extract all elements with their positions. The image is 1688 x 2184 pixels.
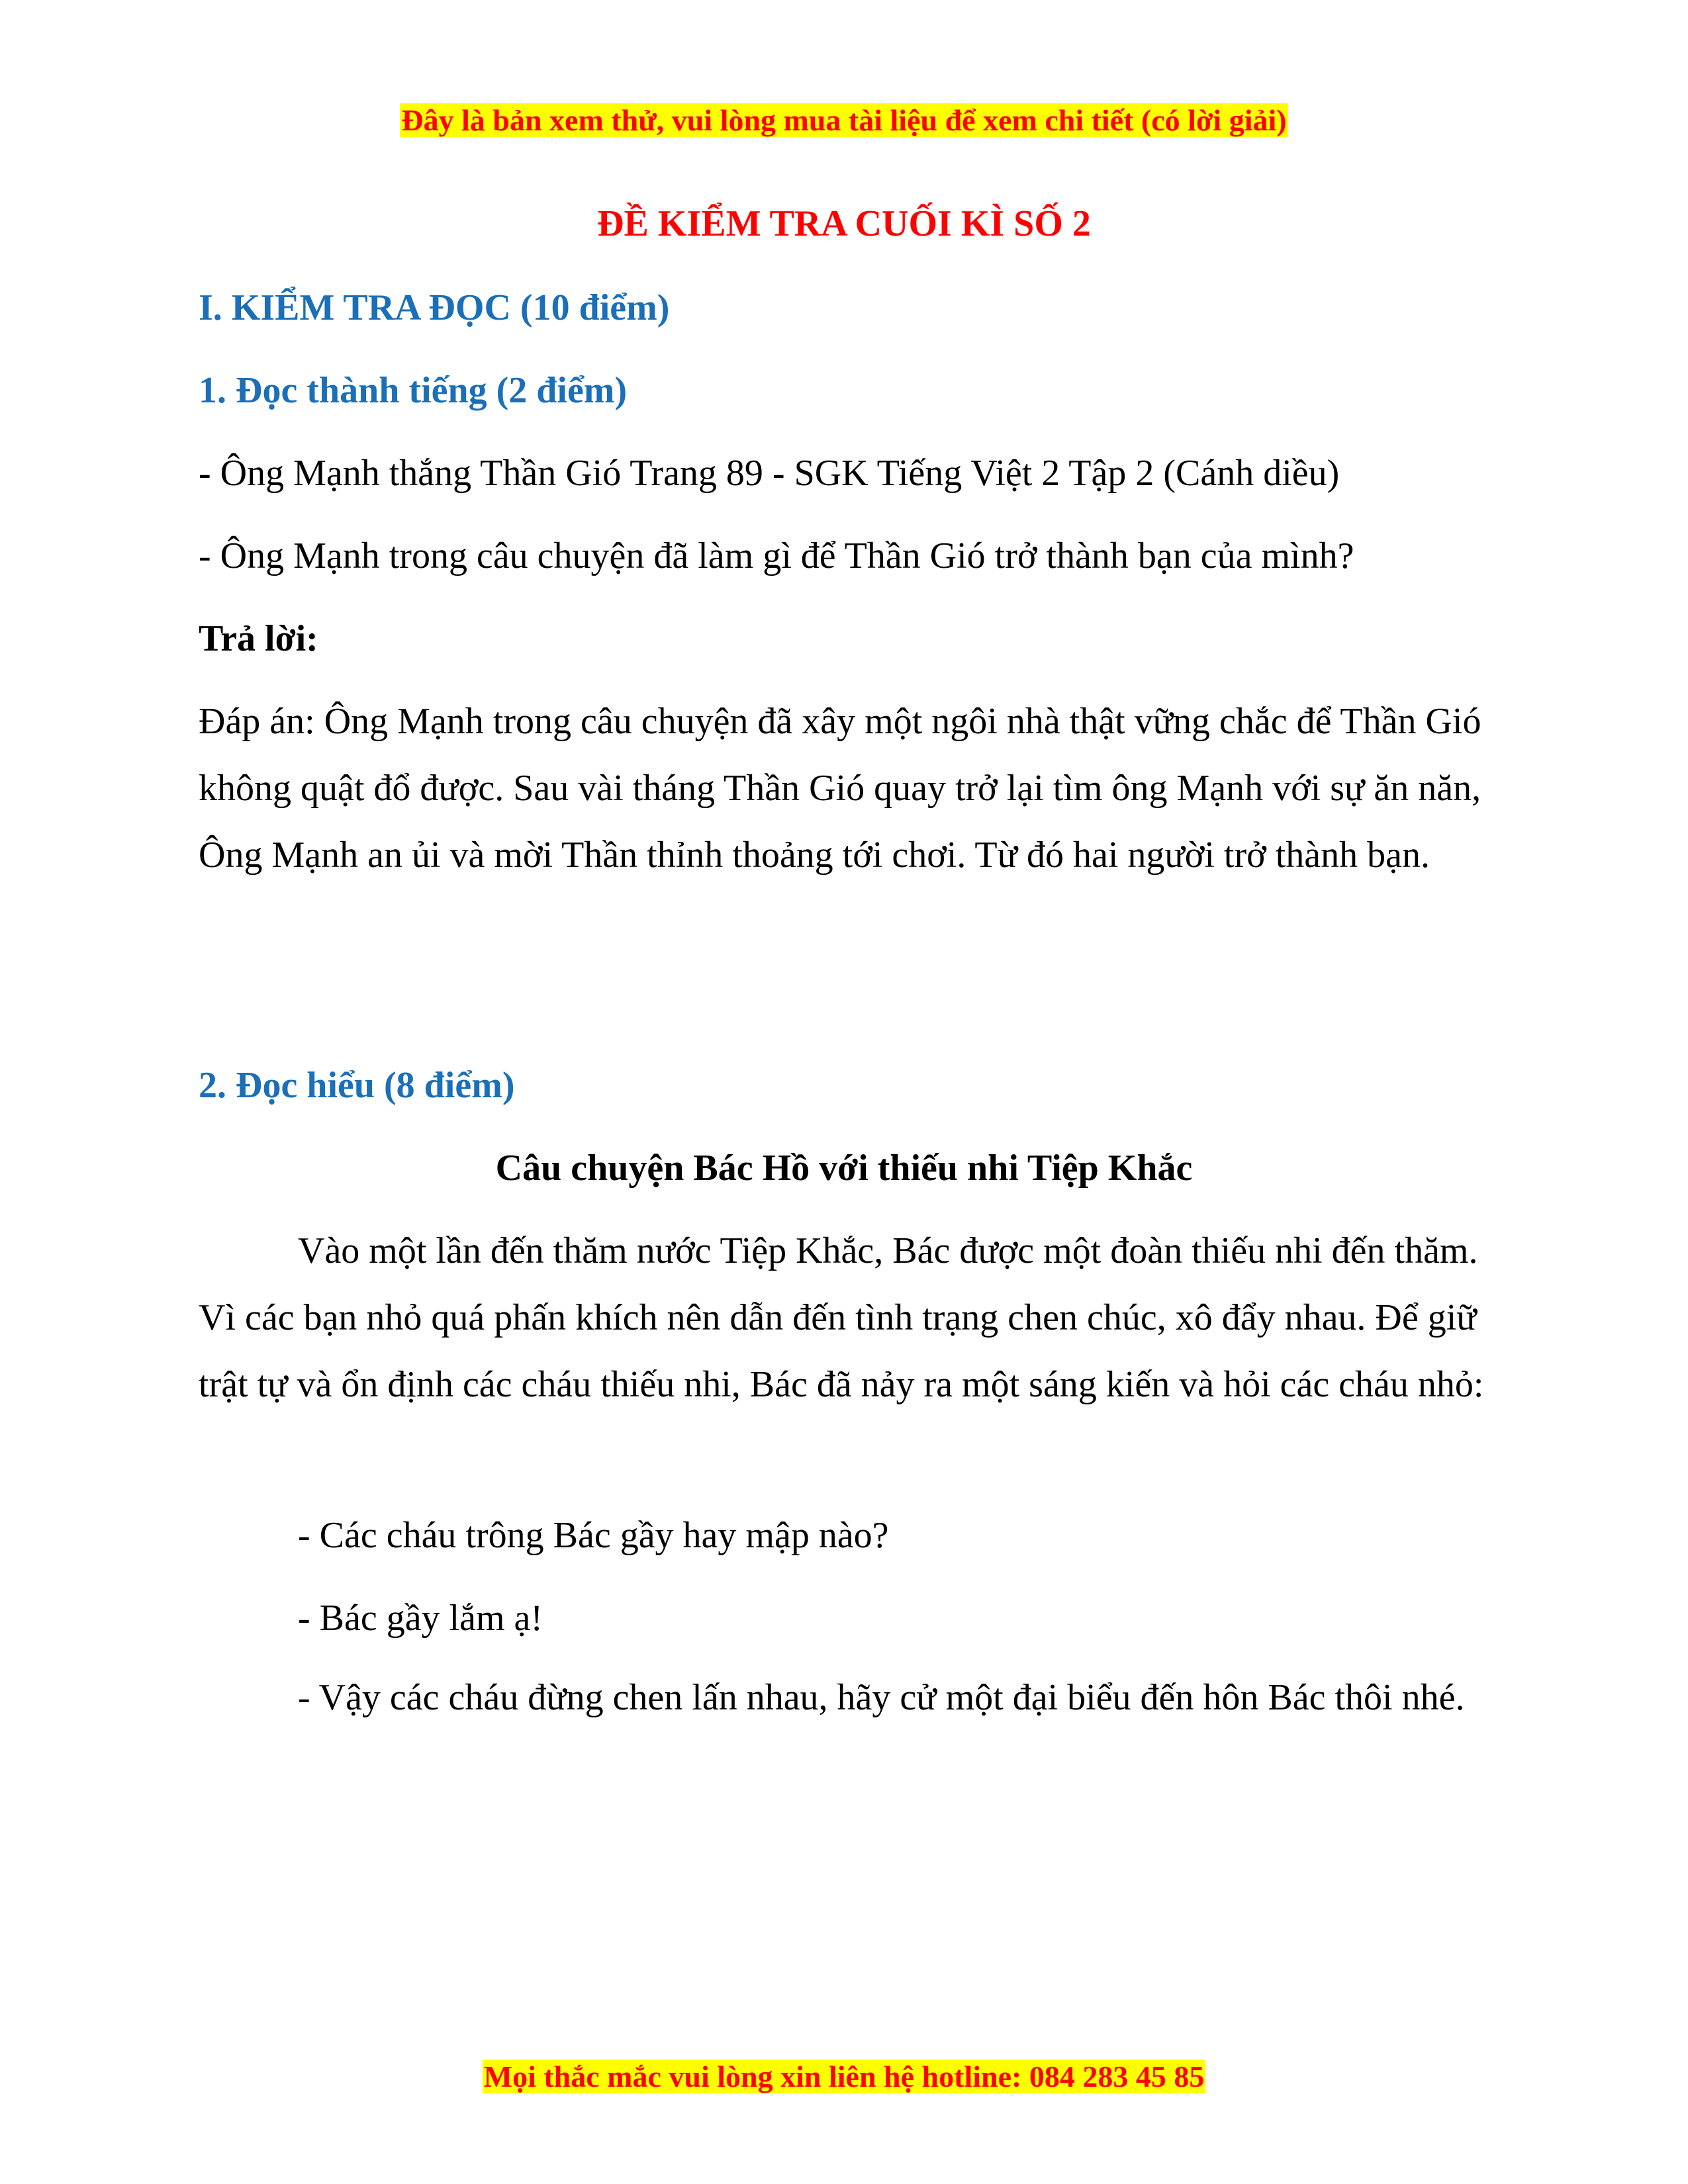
story-title: Câu chuyện Bác Hồ với thiếu nhi Tiệp Khắc xyxy=(495,1148,1193,1189)
hotline-notice xyxy=(0,2058,1688,2095)
dialog-line-3: - Vậy các cháu đừng chen lấn nhau, hãy cử một đại biểu đến hôn Bác thôi nhé. xyxy=(298,1677,1465,1718)
answer-text: Đáp án: Ông Mạnh trong câu chuyện đã xây một ngôi nhà thật vững chắc để Thần Gió không quật đổ được. Sau vài tháng Thần Gió quay trở lại tìm ông Mạnh với sự ăn năn, Ông Mạnh an ủi và mời Thần thỉnh thoảng tới chơi. Từ đó hai người trở thành bạn. xyxy=(199,701,1481,876)
part1-heading: 1. Đọc thành tiếng (2 điểm) xyxy=(199,370,628,411)
dialog-line-2: - Bác gầy lắm ạ! xyxy=(298,1598,543,1639)
exam-title: ĐỀ KIỂM TRA CUỐI KÌ SỐ 2 xyxy=(597,203,1091,244)
part1-line-1: - Ông Mạnh thắng Thần Gió Trang 89 - SGK Tiếng Việt 2 Tập 2 (Cánh diều) xyxy=(199,453,1340,494)
section-heading-reading: I. KIỂM TRA ĐỌC (10 điểm) xyxy=(199,287,670,328)
answer-label: Trả lời: xyxy=(199,618,318,659)
part2-heading: 2. Đọc hiểu (8 điểm) xyxy=(199,1065,515,1106)
preview-notice xyxy=(0,102,1688,139)
part1-line-2: - Ông Mạnh trong câu chuyện đã làm gì để Thần Gió trở thành bạn của mình? xyxy=(199,535,1354,576)
dialog-line-1: - Các cháu trông Bác gầy hay mập nào? xyxy=(298,1515,889,1556)
story-paragraph: Vào một lần đến thăm nước Tiệp Khắc, Bác được một đoàn thiếu nhi đến thăm. Vì các bạn nhỏ quá phấn khích nên dẫn đến tình trạng chen chúc, xô đẩy nhau. Để giữ trật tự và ổn định các cháu thiếu nhi, Bác đã nảy ra một sáng kiến và hỏi các cháu nhỏ: xyxy=(199,1230,1484,1405)
hotline-notice-text: Mọi thắc mắc vui lòng xin liên hệ hotline: 084 283 45 85 xyxy=(483,2060,1205,2093)
preview-notice-text: Đây là bản xem thử, vui lòng mua tài liệu để xem chi tiết (có lời giải) xyxy=(401,103,1287,137)
